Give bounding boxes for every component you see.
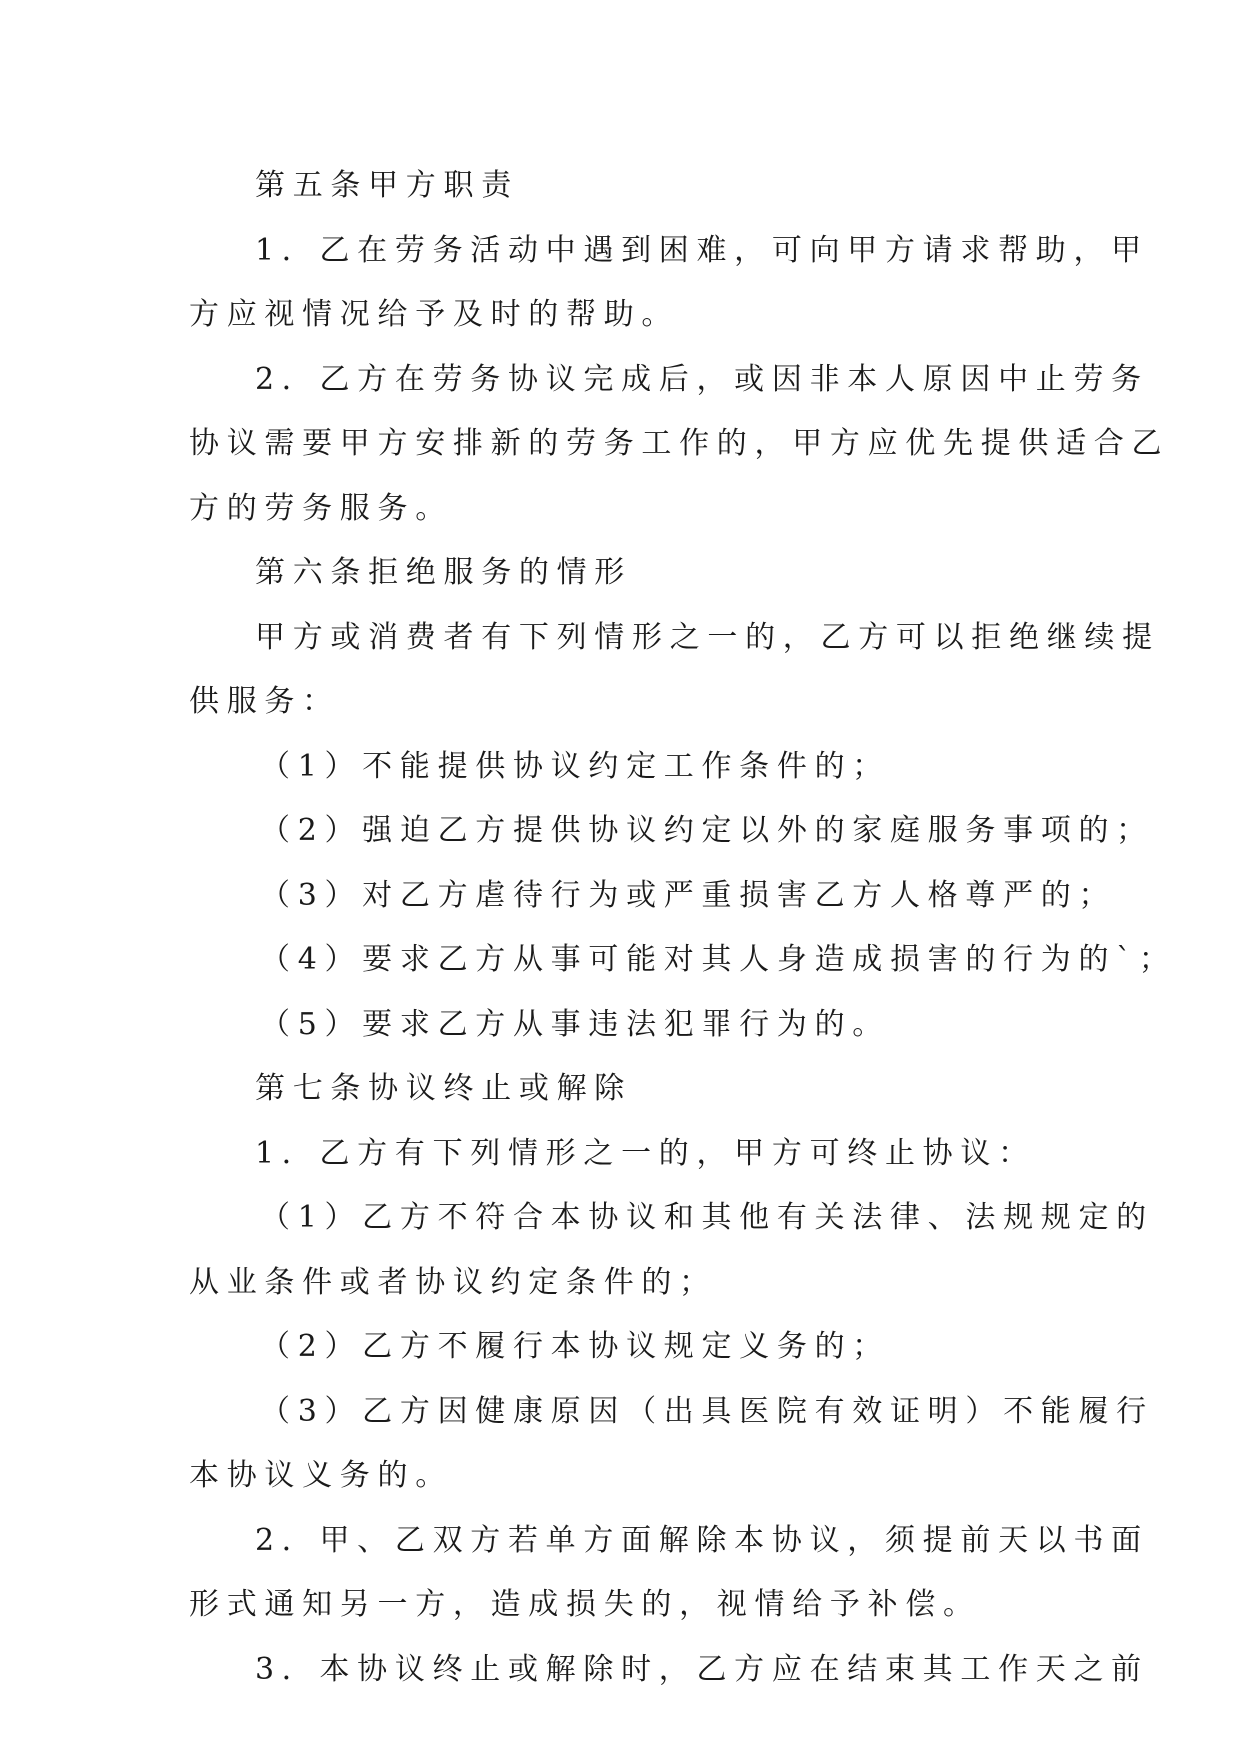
list-item: （2）乙方不履行本协议规定义务的；	[260, 1329, 890, 1364]
list-item: （5）要求乙方从事违法犯罪行为的。	[260, 1007, 890, 1042]
list-item: （1）不能提供协议约定工作条件的；	[260, 749, 890, 784]
list-item: （3）对乙方虐待行为或严重损害乙方人格尊严的；	[260, 878, 1117, 913]
paragraph-line: 甲方或消费者有下列情形之一的，乙方可以拒绝继续提	[255, 620, 1160, 655]
paragraph-line: 2．甲、乙双方若单方面解除本协议，须提前天以书面	[255, 1523, 1149, 1558]
paragraph-line: 3．本协议终止或解除时，乙方应在结束其工作天之前	[255, 1652, 1149, 1687]
list-item: （3）乙方因健康原因（出具医院有效证明）不能履行	[260, 1394, 1154, 1429]
paragraph-line: 协议需要甲方安排新的劳务工作的，甲方应优先提供适合乙	[189, 426, 1170, 461]
paragraph-line: 形式通知另一方，造成损失的，视情给予补偿。	[189, 1587, 981, 1622]
article-6-heading: 第六条拒绝服务的情形	[255, 555, 632, 590]
paragraph-line: 方应视情况给予及时的帮助。	[189, 297, 680, 332]
paragraph-line: 供服务：	[189, 684, 340, 719]
paragraph-line: 1．乙在劳务活动中遇到困难，可向甲方请求帮助，甲	[255, 233, 1149, 268]
article-7-heading: 第七条协议终止或解除	[255, 1071, 632, 1106]
paragraph-line: 2．乙方在劳务协议完成后，或因非本人原因中止劳务	[255, 362, 1149, 397]
list-item: （4）要求乙方从事可能对其人身造成损害的行为的`；	[260, 942, 1177, 977]
paragraph-line: 方的劳务服务。	[189, 491, 453, 526]
paragraph-line: 本协议义务的。	[189, 1458, 453, 1493]
list-item: （2）强迫乙方提供协议约定以外的家庭服务事项的；	[260, 813, 1154, 848]
paragraph-line: 从业条件或者协议约定条件的；	[189, 1265, 717, 1300]
paragraph-line: 1．乙方有下列情形之一的，甲方可终止协议：	[255, 1136, 1036, 1171]
list-item: （1）乙方不符合本协议和其他有关法律、法规规定的	[260, 1200, 1154, 1235]
article-5-heading: 第五条甲方职责	[255, 168, 519, 203]
